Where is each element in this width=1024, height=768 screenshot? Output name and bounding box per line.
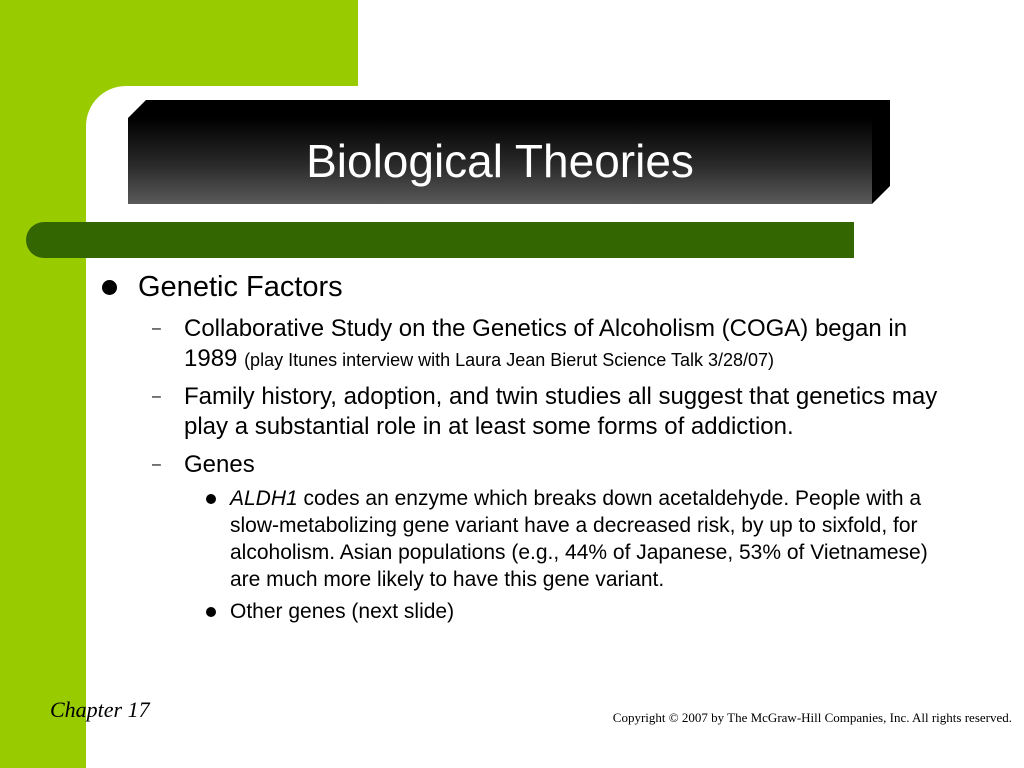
aldh1-text: codes an enzyme which breaks down acetaldehyde. People with a slow-metabolizing gene variant have a decreased risk, by up to sixfold, for alcoholism. Asian populations (e.g., 44% of Japanese, 53% of Vietnamese) are much more likely to have this gene variant.: [230, 487, 928, 591]
aldh1-term: ALDH1: [230, 487, 298, 510]
green-divider-bar: [26, 222, 854, 258]
chapter-label: Chapter 17: [50, 697, 150, 722]
slide-title: Biological Theories: [306, 135, 694, 187]
sub-sub-bullet-aldh1: [230, 485, 980, 593]
sub-bullet-family-history: [152, 382, 980, 442]
family-history-text: Family history, adoption, and twin studies all suggest that genetics may play a substantial role in at least some forms of addiction.: [184, 383, 938, 440]
slide-content: [100, 268, 980, 625]
bullet-dot-icon: [206, 494, 216, 504]
sub-bullet-genes: [152, 450, 980, 480]
other-genes-text: Other genes (next slide): [230, 600, 455, 623]
copyright-notice: Copyright © 2007 by The McGraw-Hill Companies, Inc. All rights reserved.: [612, 710, 1012, 725]
genes-text: Genes: [184, 451, 255, 478]
dash-icon: –: [152, 320, 161, 337]
bullet-dot-icon: [102, 280, 117, 295]
sub-bullet-coga: [152, 314, 980, 374]
coga-note: (play Itunes interview with Laura Jean Bierut Science Talk 3/28/07): [244, 350, 775, 370]
bullet-text: Genetic Factors: [138, 271, 343, 303]
dash-icon: –: [152, 456, 161, 473]
coga-text: Collaborative Study on the Genetics of Alcoholism (COGA) began in 1989: [184, 315, 908, 372]
bullet-genetic-factors: [100, 268, 980, 306]
bullet-dot-icon: [206, 607, 216, 617]
sub-sub-bullet-other-genes: [230, 598, 980, 625]
dash-icon: –: [152, 388, 161, 405]
